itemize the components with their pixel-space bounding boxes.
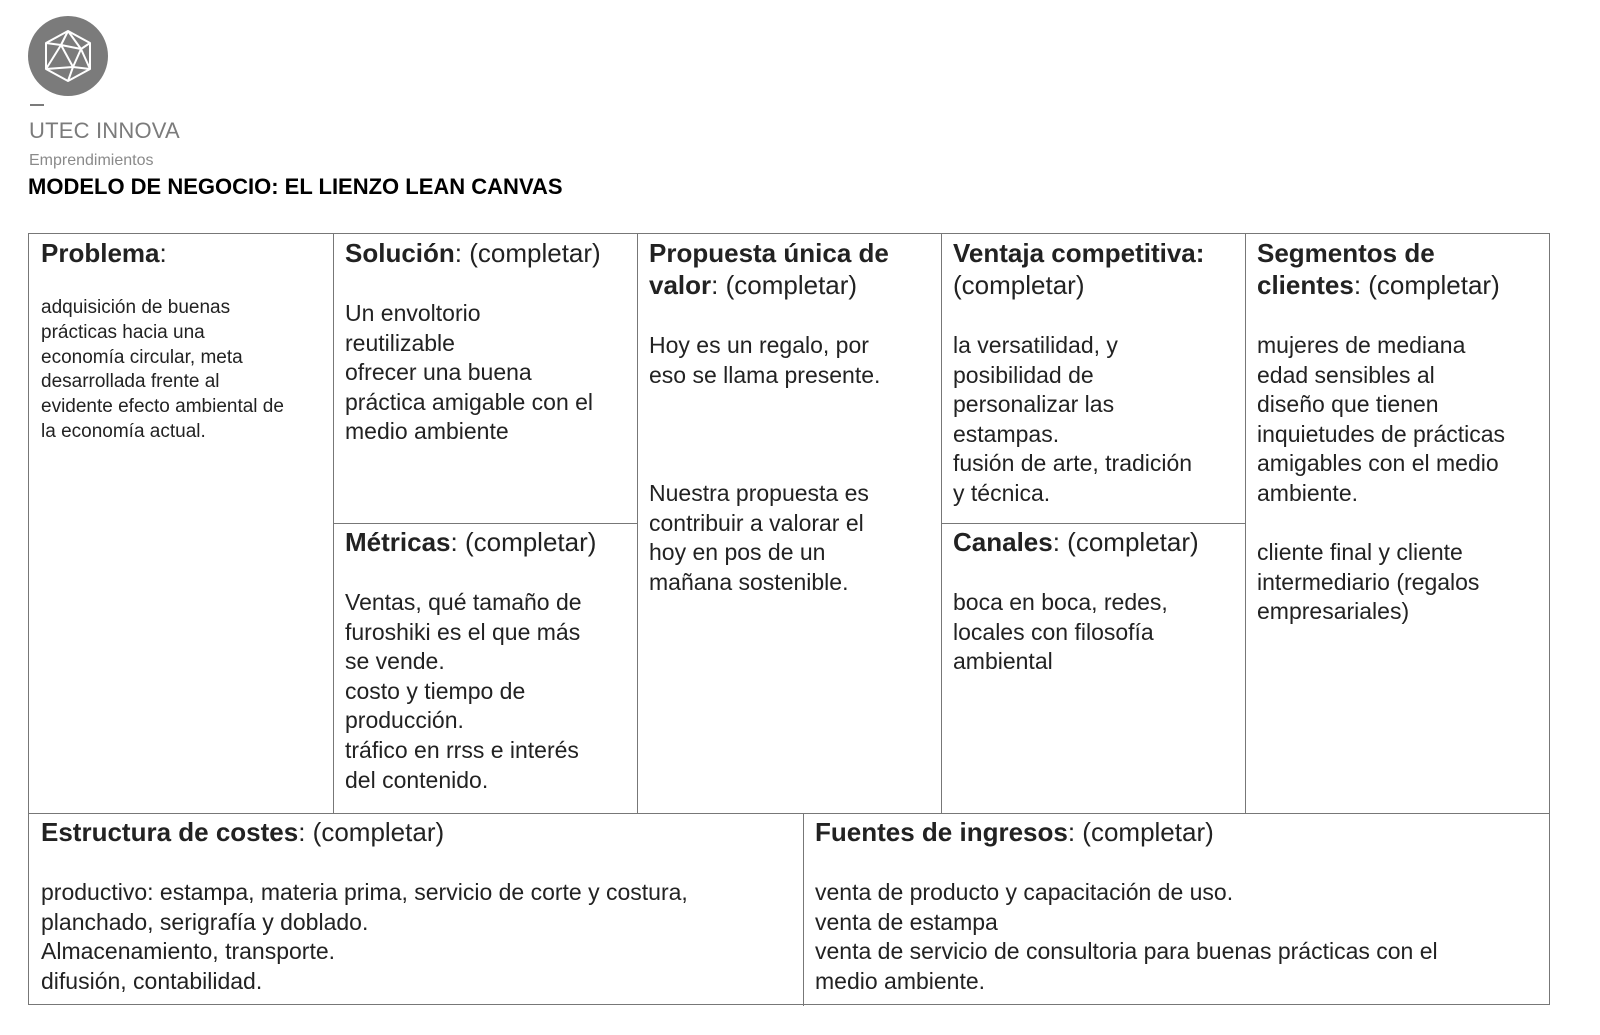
cell-metricas xyxy=(333,523,637,813)
icosahedron-logo-icon xyxy=(28,16,108,96)
logo-name: UTEC INNOVA xyxy=(29,118,180,143)
page-title: MODELO DE NEGOCIO: EL LIENZO LEAN CANVAS xyxy=(28,174,563,199)
section-body: mujeres de mediana edad sensibles al diseño que tienen inquietudes de prácticas amigables con el medio ambiente. cliente final y cliente intermediario (regalos empresariales) xyxy=(1257,332,1506,625)
cell-segmentos-clientes xyxy=(1245,234,1549,813)
utec-logo xyxy=(28,16,108,96)
section-heading: Propuesta única de valor: (completar) xyxy=(649,238,889,300)
section-body: productivo: estampa, materia prima, servicio de corte y costura, planchado, serigrafía y doblado. Almacenamiento, transporte. difusión, contabilidad. xyxy=(41,879,688,994)
logo-subtitle: Emprendimientos xyxy=(29,152,154,169)
section-heading: Canales: (completar) xyxy=(953,527,1199,557)
lean-canvas-table xyxy=(28,233,1550,1005)
section-body: adquisición de buenas prácticas hacia una economía circular, meta desarrollada frente al evidente efecto ambiental de la economía actual. xyxy=(41,297,284,442)
cell-propuesta-valor xyxy=(637,234,941,813)
cell-solucion xyxy=(333,234,637,523)
section-body: venta de producto y capacitación de uso. venta de estampa venta de servicio de consultoria para buenas prácticas con el medio ambiente. xyxy=(815,879,1438,994)
section-heading: Fuentes de ingresos: (completar) xyxy=(815,817,1214,847)
section-heading: Solución: (completar) xyxy=(345,238,601,268)
section-body: la versatilidad, y posibilidad de personalizar las estampas. fusión de arte, tradición y técnica. xyxy=(953,332,1193,506)
logo-divider xyxy=(30,104,44,106)
section-body: Hoy es un regalo, por eso se llama presente. Nuestra propuesta es contribuir a valorar el hoy en pos de un mañana sostenible. xyxy=(649,332,881,595)
section-body: Ventas, qué tamaño de furoshiki es el que más se vende. costo y tiempo de producción. tráfico en rrss e interés del contenido. xyxy=(345,589,582,793)
section-body: boca en boca, redes, locales con filosofía ambiental xyxy=(953,589,1168,675)
section-heading: Segmentos de clientes: (completar) xyxy=(1257,238,1500,300)
section-heading: Problema: xyxy=(41,238,167,268)
cell-fuentes-ingresos xyxy=(803,813,1549,1006)
cell-estructura-costes xyxy=(29,813,803,1006)
cell-ventaja-competitiva xyxy=(941,234,1245,523)
cell-problema xyxy=(29,234,333,813)
section-heading: Estructura de costes: (completar) xyxy=(41,817,445,847)
section-heading: Ventaja competitiva: (completar) xyxy=(953,238,1205,300)
section-body: Un envoltorio reutilizable ofrecer una buena práctica amigable con el medio ambiente xyxy=(345,300,594,445)
cell-canales xyxy=(941,523,1245,813)
section-heading: Métricas: (completar) xyxy=(345,527,597,557)
